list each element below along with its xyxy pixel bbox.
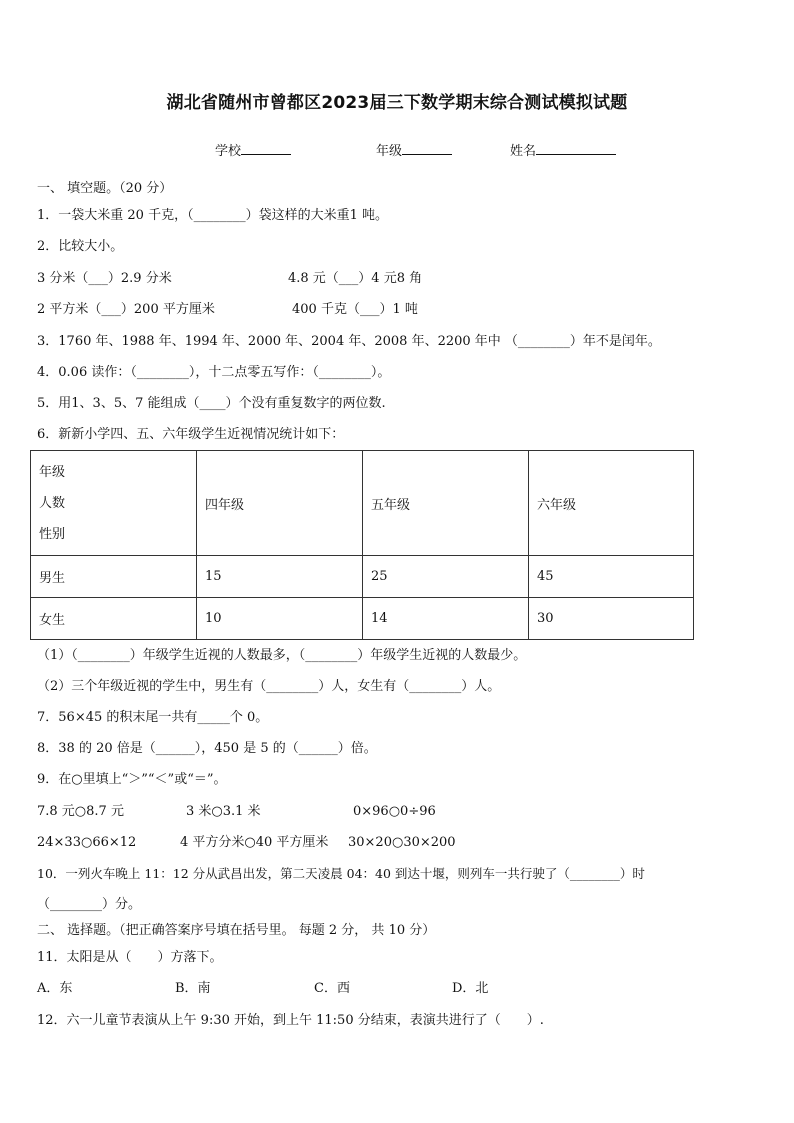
name-blank [536, 142, 616, 155]
column-header: 五年级 [363, 451, 529, 556]
question-6-2: （2）三个年级近视的学生中，男生有（________）人，女生有（________）人。 [37, 679, 501, 694]
question-12: 12．六一儿童节表演从上午 9:30 开始，到上午 11:50 分结束，表演共进行了（ ）. [37, 1013, 544, 1028]
q2-item: 4.8 元（___）4 元8 角 [288, 271, 423, 286]
corner-label-gender: 性别 [39, 526, 66, 542]
name-field [510, 140, 616, 159]
corner-label-count: 人数 [39, 495, 66, 511]
section1-heading: 一、 填空题。（20 分） [37, 181, 173, 196]
question-10-continued: （________）分。 [37, 897, 142, 912]
q2-item: 400 千克（___）1 吨 [292, 302, 418, 317]
page-title: 湖北省随州市曾都区2023届三下数学期末综合测试模拟试题 [166, 93, 628, 113]
q9-item: 3 米○3.1 米 [186, 804, 261, 819]
question-11: 11．太阳是从（ ）方落下。 [37, 950, 223, 965]
school-label: 学校 [215, 144, 242, 159]
name-label: 姓名 [510, 144, 537, 159]
table-row [31, 598, 694, 640]
question-5: 5．用1、3、5、7 能组成（____）个没有重复数字的两位数. [37, 396, 386, 411]
grade-label: 年级 [376, 144, 403, 159]
column-header: 六年级 [529, 451, 694, 556]
q9-item: 0×96○0÷96 [353, 804, 436, 819]
q2-item: 3 分米（___）2.9 分米 [37, 271, 172, 286]
question-4: 4．0.06 读作：（________），十二点零五写作：（________）。 [37, 365, 391, 380]
question-1: 1．一袋大米重 20 千克，（________）袋这样的大米重1 吨。 [37, 208, 388, 223]
q9-item: 30×20○30×200 [348, 835, 456, 850]
column-header: 四年级 [197, 451, 363, 556]
table-corner-cell [31, 451, 197, 556]
school-blank [241, 142, 291, 155]
table-cell: 14 [363, 598, 529, 640]
table-cell: 10 [197, 598, 363, 640]
row-label: 女生 [31, 598, 197, 640]
q11-option-b: B．南 [175, 981, 211, 996]
q11-option-c: C．西 [314, 981, 350, 996]
question-9: 9．在○里填上“＞”“＜”或“＝”。 [37, 772, 227, 787]
table-cell: 30 [529, 598, 694, 640]
row-label: 男生 [31, 556, 197, 598]
q9-item: 24×33○66×12 [37, 835, 137, 850]
q9-item: 4 平方分米○40 平方厘米 [180, 835, 329, 850]
table-cell: 25 [363, 556, 529, 598]
q2-item: 2 平方米（___）200 平方厘米 [37, 302, 215, 317]
grade-field [376, 140, 452, 159]
q11-option-a: A．东 [37, 981, 73, 996]
question-2: 2．比较大小。 [37, 239, 124, 254]
grade-blank [402, 142, 452, 155]
question-8: 8．38 的 20 倍是（______），450 是 5 的（______）倍。 [37, 741, 377, 756]
question-3: 3．1760 年、1988 年、1994 年、2000 年、2004 年、2008 年、2200 年中 （________）年不是闰年。 [37, 334, 661, 349]
myopia-stats-table [30, 450, 694, 640]
question-6: 6．新新小学四、五、六年级学生近视情况统计如下： [37, 427, 345, 442]
table-cell: 15 [197, 556, 363, 598]
corner-label-grade: 年级 [39, 464, 66, 480]
table-cell: 45 [529, 556, 694, 598]
section2-heading: 二、 选择题。（把正确答案序号填在括号里。 每题 2 分， 共 10 分） [37, 923, 436, 938]
q9-item: 7.8 元○8.7 元 [37, 804, 124, 819]
question-7: 7．56×45 的积末尾一共有_____个 0。 [37, 710, 269, 725]
school-field [215, 140, 291, 159]
q11-option-d: D．北 [452, 981, 489, 996]
question-6-1: （1）（________）年级学生近视的人数最多，（________）年级学生近视的人数最少。 [37, 648, 527, 663]
table-row [31, 556, 694, 598]
question-10: 10．一列火车晚上 11：12 分从武昌出发，第二天凌晨 04：40 到达十堰，则列车一共行驶了（________）时 [37, 866, 645, 881]
